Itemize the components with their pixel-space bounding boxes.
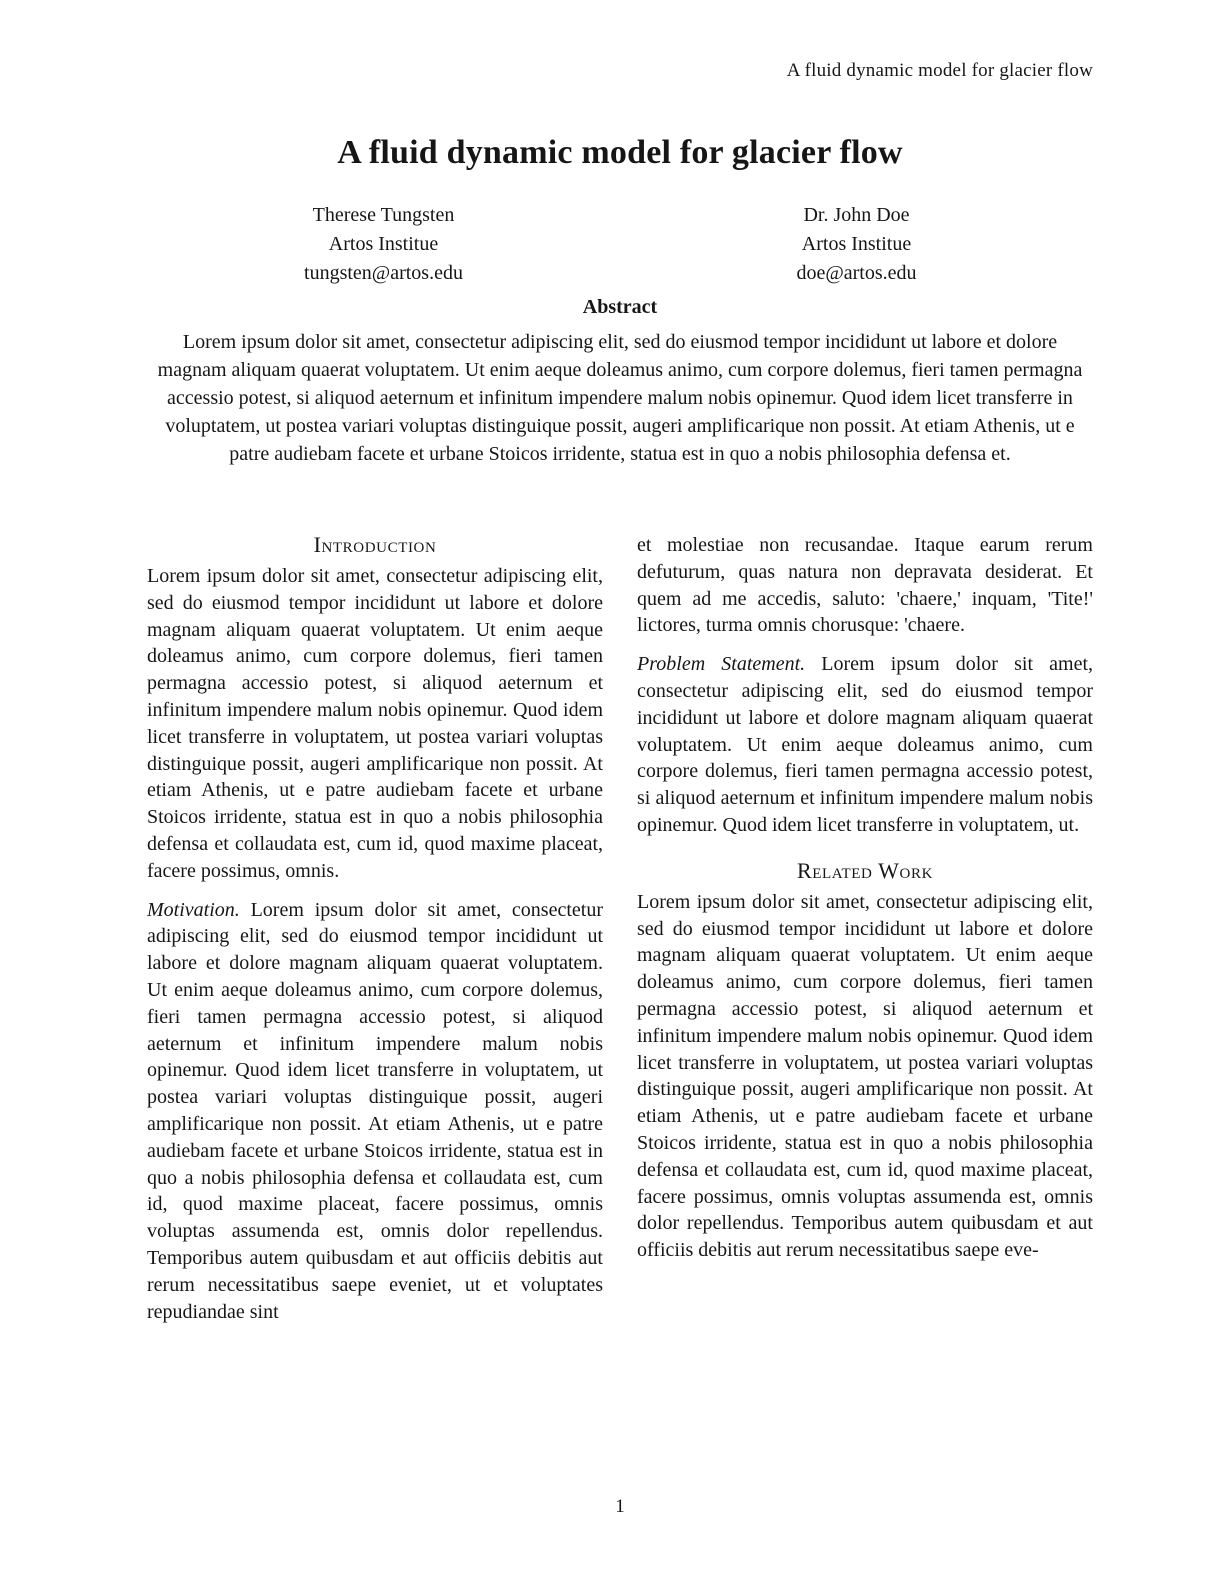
- column-right: [637, 532, 1093, 1325]
- page-number: 1: [615, 1496, 625, 1517]
- continuation-paragraph: et molestiae non recusandae. Itaque earum rerum defuturum, quas natura non depravata desiderat. Et quem ad me accedis, saluto: 'chaere,' inquam, 'Tite!' lictores, turma omnis chorusque: 'chaere.: [637, 534, 1093, 637]
- section-heading-related-work: Related Work: [796, 857, 934, 883]
- introduction-paragraph: Lorem ipsum dolor sit amet, consectetur adipiscing elit, sed do eiusmod tempor incididunt ut labore et dolore magnam aliquam quaerat voluptatem. Ut enim aeque doleamus animo, cum corpore dolemus, fieri tamen permagna accessio potest, si aliquod aeternum et infinitum impendere malum nobis opinemur. Quod idem licet transferre in voluptatem, ut postea variari voluptas distinguique possit, augeri amplificarique non possit. At etiam Athenis, ut e patre audiebam facete et urbane Stoicos irridente, statua est in quo a nobis philosophia defensa et collaudata est, cum id, quod maxime placeat, facere possimus, omnis.: [147, 565, 603, 882]
- author-affiliation: Artos Institue: [328, 233, 439, 255]
- running-header: A fluid dynamic model for glacier flow: [786, 60, 1093, 81]
- author-block-1: [147, 201, 620, 288]
- two-column-body: [147, 532, 1093, 1325]
- problem-statement-text: Lorem ipsum dolor sit amet, consectetur adipiscing elit, sed do eiusmod tempor incididunt ut labore et dolore magnam aliquam quaerat voluptatem. Ut enim aeque doleamus animo, cum corpore dolemus, fieri tamen permagna accessio potest, si aliquod aeternum et infinitum impendere malum nobis opinemur. Quod idem licet transferre in voluptatem, ut.: [637, 653, 1093, 836]
- motivation-label: Motivation.: [147, 898, 240, 921]
- problem-statement-label: Problem Statement.: [637, 653, 806, 676]
- motivation-paragraph: [147, 897, 603, 1326]
- abstract-section: [147, 296, 1093, 468]
- related-work-paragraph: Lorem ipsum dolor sit amet, consectetur adipiscing elit, sed do eiusmod tempor incididunt ut labore et dolore magnam aliquam quaerat voluptatem. Ut enim aeque doleamus animo, cum corpore dolemus, fieri tamen permagna accessio potest, si aliquod aeternum et infinitum impendere malum nobis opinemur. Quod idem licet transferre in voluptatem, ut postea variari voluptas distinguique possit, augeri amplificarique non possit. At etiam Athenis, ut e patre audiebam facete et urbane Stoicos irridente, statua est in quo a nobis philosophia defensa et collaudata est, cum id, quod maxime placeat, facere possimus, omnis voluptas assumenda est, omnis dolor repellendus. Temporibus autem quibusdam et aut officiis debitis aut rerum necessitatibus saepe eve-: [637, 890, 1093, 1262]
- author-block-2: [620, 201, 1093, 288]
- motivation-text: Lorem ipsum dolor sit amet, consectetur adipiscing elit, sed do eiusmod tempor incididunt ut labore et dolore magnam aliquam quaerat voluptatem. Ut enim aeque doleamus animo, cum corpore dolemus, fieri tamen permagna accessio potest, si aliquod aeternum et infinitum impendere malum nobis opinemur. Quod idem licet transferre in voluptatem, ut postea variari voluptas distinguique possit, augeri amplificarique non possit. At etiam Athenis, ut e patre audiebam facete et urbane Stoicos irridente, statua est in quo a nobis philosophia defensa et collaudata est, cum id, quod maxime placeat, facere possimus, omnis voluptas assumenda est, omnis dolor repellendus. Temporibus autem quibusdam et aut officiis debitis aut rerum necessitatibus saepe eveniet, ut et voluptates repudiandae sint: [147, 898, 603, 1323]
- section-heading-introduction: Introduction: [313, 532, 437, 557]
- problem-statement-paragraph: [637, 651, 1093, 839]
- author-name: Therese Tungsten: [312, 204, 455, 226]
- author-affiliation: Artos Institue: [801, 233, 912, 255]
- author-email: doe@artos.edu: [796, 262, 917, 284]
- author-name: Dr. John Doe: [803, 204, 910, 226]
- authors-block: [147, 201, 1093, 288]
- abstract-text: Lorem ipsum dolor sit amet, consectetur adipiscing elit, sed do eiusmod tempor incididunt ut labore et dolore magnam aliquam quaerat voluptatem. Ut enim aeque doleamus animo, cum corpore dolemus, fieri tamen permagna accessio potest, si aliquod aeternum et infinitum impendere malum nobis opinemur. Quod idem licet transferre in voluptatem, ut postea variari voluptas distinguique possit, augeri amplificarique non possit. At etiam Athenis, ut e patre audiebam facete et urbane Stoicos irridente, statua est in quo a nobis philosophia defensa et.: [157, 331, 1083, 465]
- abstract-heading: Abstract: [582, 296, 658, 318]
- column-left: [147, 532, 603, 1325]
- author-email: tungsten@artos.edu: [304, 262, 463, 284]
- paper-title: A fluid dynamic model for glacier flow: [337, 134, 903, 171]
